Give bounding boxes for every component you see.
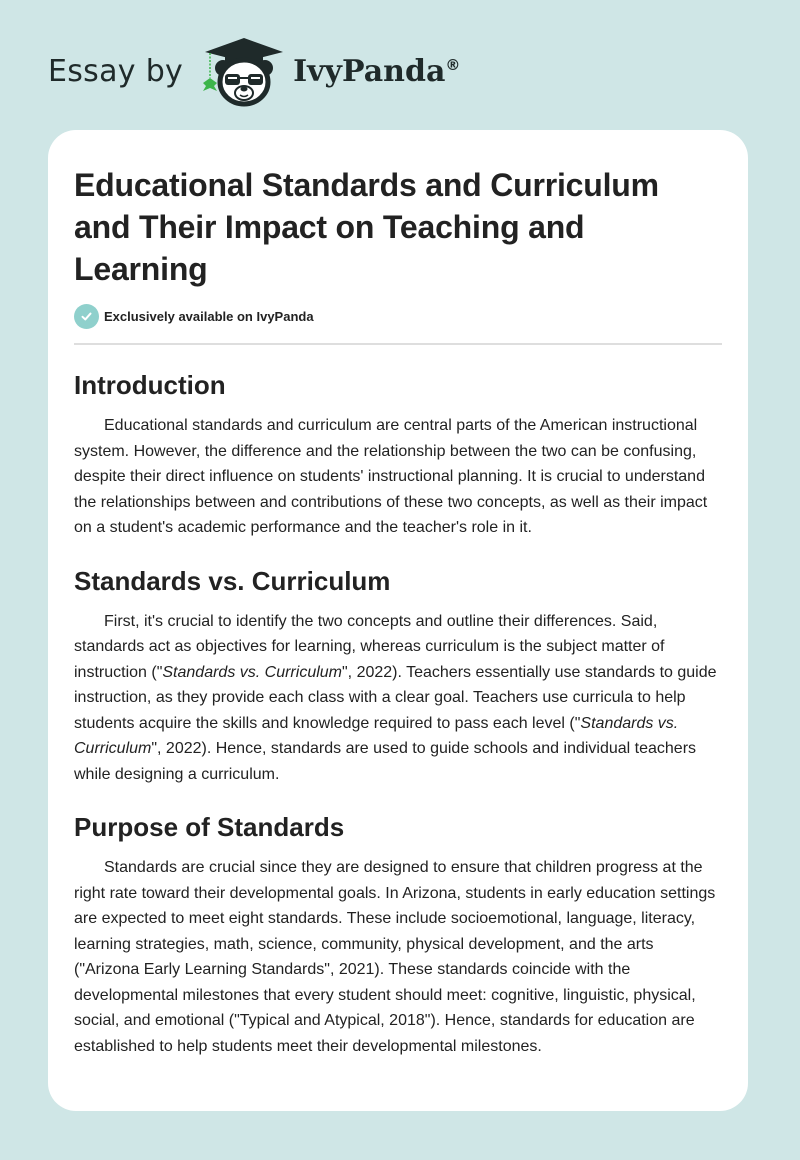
essay-card bbox=[48, 130, 748, 1111]
section-paragraph: Educational standards and curriculum are central parts of the American instructional system. However, the difference and the relationship between the two can be confusing, despite their direct influence on students' instructional planning. It is crucial to understand the relationships between and contributions of these two concepts, as well as their impact on a student's academic performance and the teacher's role in it. bbox=[74, 417, 708, 536]
section-introduction bbox=[74, 367, 722, 541]
citation-title: Standards vs. Curriculum bbox=[162, 663, 342, 681]
section-heading: Standards vs. Curriculum bbox=[74, 565, 391, 596]
title-divider bbox=[74, 343, 722, 345]
section-standards-vs-curriculum bbox=[74, 563, 722, 788]
exclusive-badge-label: Exclusively available on IvyPanda bbox=[104, 308, 314, 324]
essay-title: Educational Standards and Curriculum and Their Impact on Teaching and Learning bbox=[74, 167, 659, 287]
section-purpose-of-standards bbox=[74, 809, 722, 1059]
citation-title: Standards vs. Curriculum bbox=[74, 714, 679, 757]
section-paragraph: First, it's crucial to identify the two concepts and outline their differences. Said, standards act as objectives for learning, whereas curriculum is the subject matter of instruction ("Standards vs. Curriculum", 2022). Teachers essentially use standards to guide instruction, as they provide each class with a clear goal. Teachers use curricula to help students acquire the skills and knowledge required to pass each level ("Standards vs. Curriculum", 2022). Hence, standards are used to guide schools and individual teachers while designing a curriculum. bbox=[74, 612, 717, 783]
essay-by-label: Essay by bbox=[48, 53, 184, 89]
section-paragraph: Standards are crucial since they are designed to ensure that children progress at the right rate toward their developmental goals. In Arizona, students in early education settings are expected to meet eight standards. These include socioemotional, language, literacy, learning strategies, math, science, community, physical development, and the arts ("Arizona Early Learning Standards", 2021). These standards coincide with the developmental milestones that every student should meet: cognitive, linguistic, physical, social, and emotional ("Typical and Atypical, 2018"). Hence, standards for education are established to help students meet their developmental milestones. bbox=[74, 859, 716, 1055]
exclusive-badge bbox=[74, 303, 722, 329]
check-circle-icon bbox=[74, 304, 99, 329]
brand-name[interactable]: IvyPanda® bbox=[293, 53, 461, 89]
panda-logo-icon[interactable] bbox=[201, 34, 287, 108]
site-header bbox=[48, 34, 460, 108]
section-heading: Purpose of Standards bbox=[74, 812, 345, 842]
section-heading: Introduction bbox=[74, 370, 226, 400]
